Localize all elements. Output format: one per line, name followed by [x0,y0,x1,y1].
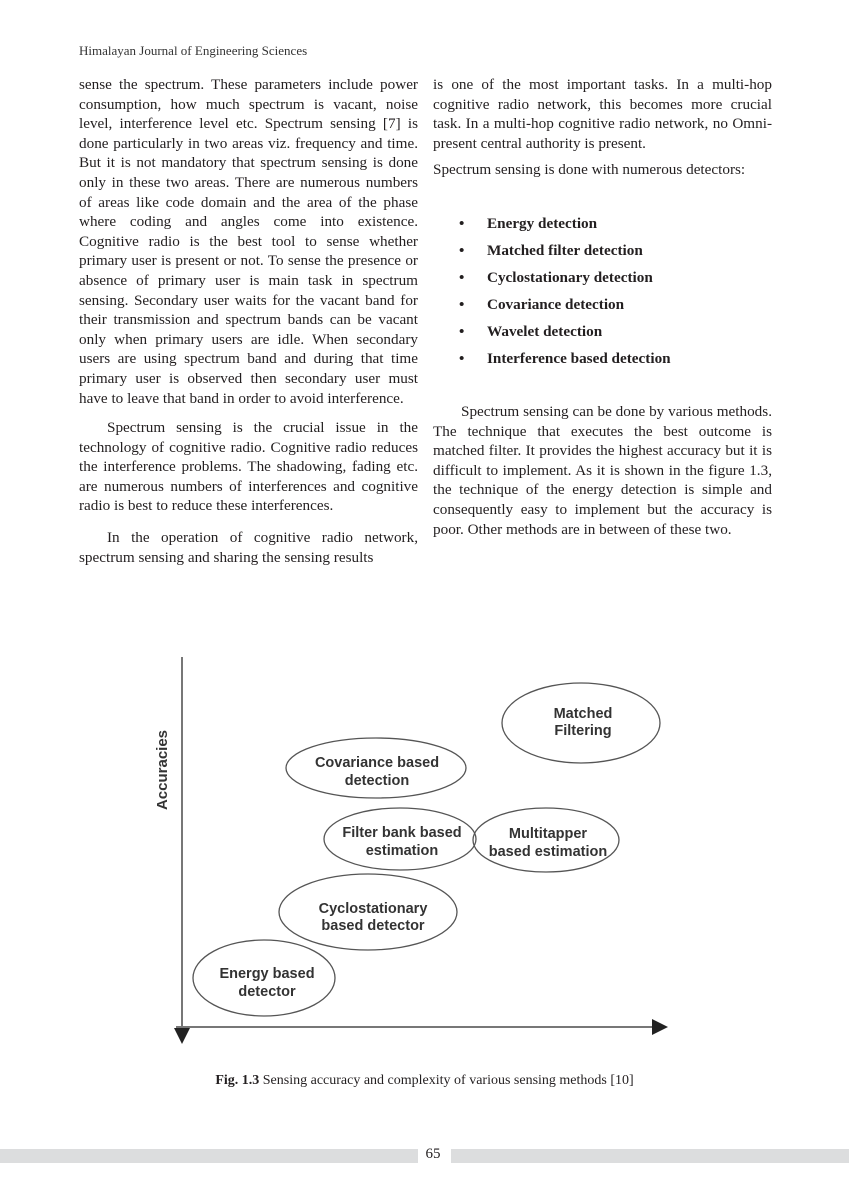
right-paragraph-2: Spectrum sensing is done with numerous detectors: [433,161,746,179]
method-label: Covariance based [314,755,440,771]
method-covariance [286,738,466,798]
left-paragraph-2: Spectrum sensing is the crucial issue in the technology of cognitive radio. Cognitive radio reduces the interference problems. The shadowing, fading etc. are numerous numbers of interferences and cognitive radio is best to reduce these interferences. [79,419,418,515]
method-matched [502,683,660,763]
right-paragraph-3: Spectrum sensing can be done by various methods. The technique that executes the best outcome is matched filter. It provides the highest accuracy but it is difficult to implement. As it is shown in the figure 1.3, the technique of the energy detection is simple and consequently easy to implement but the accuracy is poor. Other methods are in between of these two. [433,402,772,538]
method-label: Matched [553,706,613,722]
caption-label: Fig. 1.3 [215,1073,260,1088]
page-number: 65 [425,1146,441,1162]
y-axis-label: Accuracies [154,729,171,811]
method-label: Energy based [219,966,315,982]
caption-text: Sensing accuracy and complexity of various sensing methods [10] [259,1073,634,1088]
footer-bar-right [451,1149,849,1163]
method-filter-bank [324,808,476,870]
method-label: estimation [365,843,439,859]
detector-item: • Energy detection [433,210,772,237]
detector-item: • Matched filter detection [433,237,772,264]
method-label: detector [238,984,296,1000]
method-label: Filtering [554,723,612,739]
detector-item: • Cyclostationary detection [433,264,772,291]
running-head: Himalayan Journal of Engineering Sciences [79,43,308,58]
method-label: based detector [321,918,425,934]
detector-item: • Wavelet detection [433,318,772,345]
left-paragraph-1: sense the spectrum. These parameters include power consumption, how much spectrum is vacant, noise level, interference level etc. Spectrum sensing [7] is done particularly in two areas viz. frequency and time. But it is not mandatory that spectrum sensing is done only in these two areas. There are numerous numbers of areas like code domain and the area of the phase where coding and angles come into existence. Cognitive radio is the best tool to sense whether primary user is present or not. To sense the presence or absence of primary user is main task in spectrum sensing. Secondary user waits for the vacant band for their transmission and spectrum bands can be vacant only when primary users are idle. When secondary users are using spectrum band and during that time primary user is observed then secondary user must have to leave that band in order to avoid interference. [79,76,418,407]
figure-1-3 [0,640,849,1060]
method-energy [193,940,335,1016]
detector-list [433,210,772,372]
method-cyclostationary [279,874,457,950]
figure-diagram [0,640,849,1060]
method-label: Cyclostationary [318,901,428,917]
right-column [433,75,772,546]
method-label: Filter bank based [342,825,462,841]
method-label: based estimation [488,844,608,860]
method-label: Multitapper [508,826,588,842]
detector-item: • Covariance detection [433,291,772,318]
right-paragraph-1: is one of the most important tasks. In a multi-hop cognitive radio network, this becomes more crucial task. In a multi-hop cognitive radio network, no Omni-present central authority is present. [433,76,772,152]
footer-bar-left [0,1149,418,1163]
method-multitapper [473,808,619,872]
left-paragraph-3: In the operation of cognitive radio network, spectrum sensing and sharing the sensing results [79,529,418,566]
figure-caption [0,1073,849,1089]
left-column [79,75,418,574]
detector-item: • Interference based detection [433,345,772,372]
method-label: detection [344,773,410,789]
